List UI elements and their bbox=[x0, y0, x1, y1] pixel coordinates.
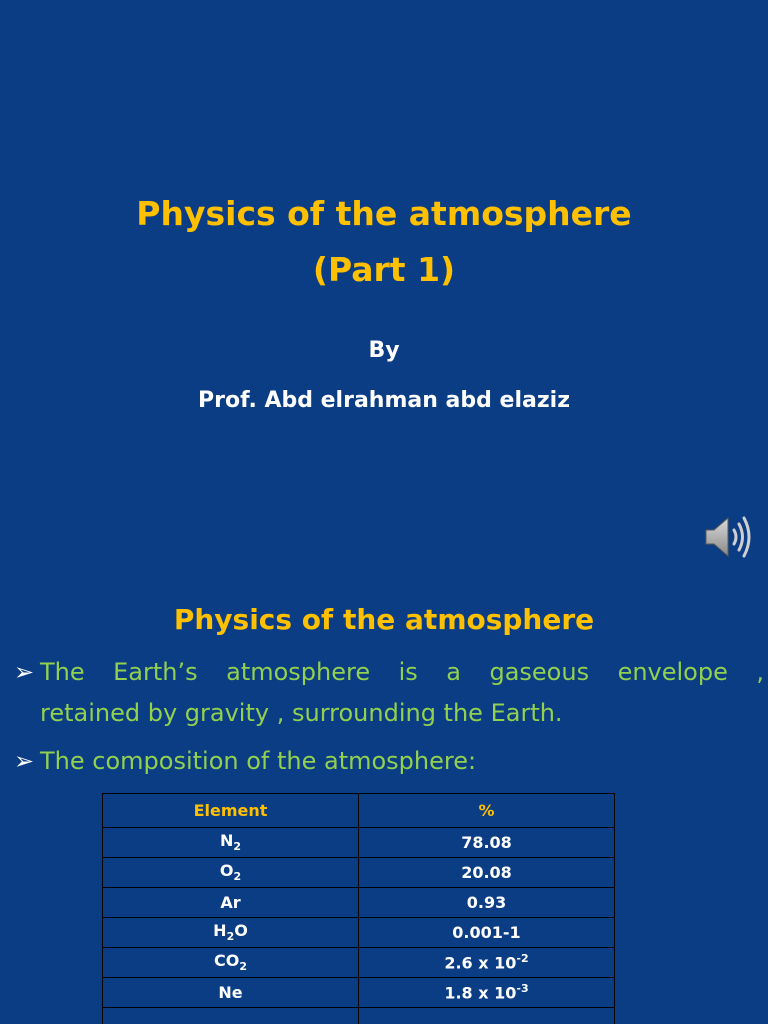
element-cell: $H_2O$ bbox=[103, 918, 359, 948]
content-slide-title: Physics of the atmosphere bbox=[173, 603, 595, 636]
by-label: By bbox=[368, 338, 400, 363]
author-name: Prof. Abd elrahman abd elaziz bbox=[197, 388, 571, 413]
column-header: % bbox=[359, 794, 615, 828]
bullet-text bbox=[40, 652, 764, 734]
table-row-partial bbox=[103, 1008, 615, 1024]
bullet-item-composition bbox=[14, 741, 764, 782]
arrow-bullet-icon: ➢ bbox=[14, 747, 35, 775]
element-cell: $N_2$ bbox=[103, 828, 359, 858]
percent-cell: 20.08 bbox=[359, 858, 615, 888]
speaker-icon[interactable] bbox=[702, 512, 756, 562]
table-row bbox=[103, 888, 615, 918]
table-row bbox=[103, 858, 615, 888]
table-row bbox=[103, 948, 615, 978]
percent-cell: 78.08 bbox=[359, 828, 615, 858]
bullet-text: The composition of the atmosphere: bbox=[40, 747, 477, 775]
bullet-line: retained by gravity , surrounding the Earth. bbox=[40, 699, 563, 727]
element-cell: Ar bbox=[103, 888, 359, 918]
percent-cell: 1.8 x $10^{-3}$ bbox=[359, 978, 615, 1008]
slide-title-line1: Physics of the atmosphere bbox=[136, 194, 632, 233]
slide-title-line2: (Part 1) bbox=[312, 250, 456, 289]
element-cell: $CO_2$ bbox=[103, 948, 359, 978]
bullet-line: The Earth’s atmosphere is a gaseous envelope , bbox=[40, 658, 764, 686]
arrow-bullet-icon: ➢ bbox=[14, 658, 35, 686]
element-cell: Ne bbox=[103, 978, 359, 1008]
element-cell bbox=[103, 1008, 359, 1024]
element-cell: $O_2$ bbox=[103, 858, 359, 888]
table-row bbox=[103, 918, 615, 948]
table-header-row bbox=[103, 794, 615, 828]
table-row bbox=[103, 828, 615, 858]
table-row bbox=[103, 978, 615, 1008]
percent-cell: 0.001-1 bbox=[359, 918, 615, 948]
bullet-item-atmosphere-definition bbox=[14, 652, 764, 734]
speaker-icon-graphic bbox=[702, 512, 756, 562]
percent-cell bbox=[359, 1008, 615, 1024]
percent-cell: 2.6 x $10^{-2}$ bbox=[359, 948, 615, 978]
content-slide bbox=[0, 576, 768, 1024]
percent-cell: 0.93 bbox=[359, 888, 615, 918]
composition-table bbox=[102, 793, 615, 1024]
column-header: Element bbox=[103, 794, 359, 828]
